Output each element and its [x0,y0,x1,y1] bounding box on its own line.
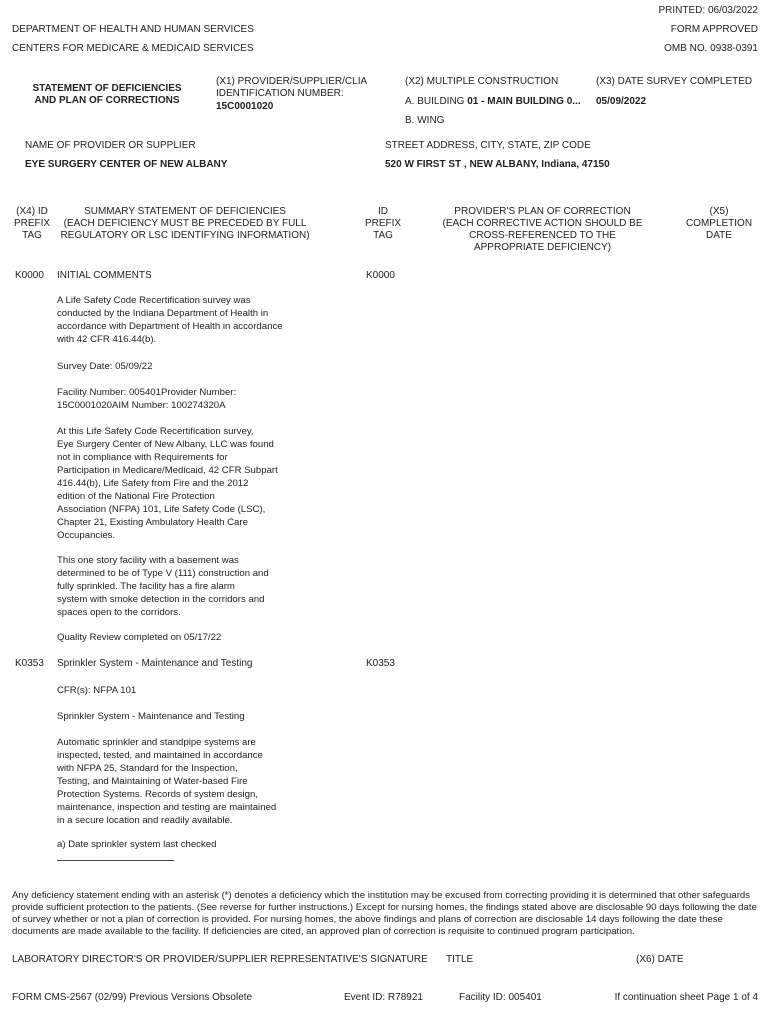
x4-header-line3: TAG [22,230,42,241]
plan-header-line2: (EACH CORRECTIVE ACTION SHOULD BE [442,218,643,229]
x5-header-line2: COMPLETION [685,218,753,229]
x2-building [405,96,581,108]
x5-header-line3: DATE [706,230,732,241]
x1-label-line2: IDENTIFICATION NUMBER: [216,88,344,99]
x2-building-label: A. BUILDING [405,96,465,107]
plan-header-line4: APPROPRIATE DEFICIENCY) [473,242,612,253]
facility-id: Facility ID: 005401 [459,992,542,1003]
summary-header-line2: (EACH DEFICIENCY MUST BE PRECEDED BY FULL [63,218,307,229]
continuation-sheet: If continuation sheet Page 1 of 4 [614,992,758,1003]
deficiency-paragraph: A Life Safety Code Recertification survey was conducted by the Indiana Department of Health in accordance with Department of Health in accordance with 42 CFR 416.44(b). [57,295,283,345]
date-label: (X6) DATE [636,954,684,965]
x4-header-line1: (X4) ID [16,206,48,217]
form-approved: FORM APPROVED [670,24,758,35]
id-header-line3: TAG [373,230,393,241]
deficiency-paragraph: This one story facility with a basement was determined to be of Type V (111) construction and fully sprinkled. The facility has a fire alarm system with smoke detection in the corridors and spaces open to the corridors. [57,555,269,618]
deficiency-paragraph: CFR(s): NFPA 101 [57,685,137,696]
deficiency-paragraph: Survey Date: 05/09/22 [57,361,153,372]
omb-number: OMB NO. 0938-0391 [664,43,758,54]
summary-header-line3: REGULATORY OR LSC IDENTIFYING INFORMATION) [60,230,310,241]
deficiency-paragraph: Sprinkler System - Maintenance and Testing [57,711,245,722]
department-name: DEPARTMENT OF HEALTH AND HUMAN SERVICES [12,24,254,35]
statement-title-line2: AND PLAN OF CORRECTIONS [34,95,180,106]
blank-answer-line [57,860,174,861]
deficiency-title: Sprinkler System - Maintenance and Testing [57,658,253,669]
event-id: Event ID: R78921 [344,992,423,1003]
deficiency-id-tag: K0353 [366,658,395,669]
printed-date: PRINTED: 06/03/2022 [658,5,758,16]
form-number: FORM CMS-2567 (02/99) Previous Versions Obsolete [12,992,253,1003]
deficiency-paragraph: a) Date sprinkler system last checked [57,839,217,850]
x1-value: 15C0001020 [216,101,274,112]
disclaimer-text: Any deficiency statement ending with an asterisk (*) denotes a deficiency which the institution may be excused from correcting providing it is determined that other safeguards provide sufficient protection to the patients. (See reverse for further instructions.) Except for nursing homes, the findings stated above are disclosable 90 days following the date of survey whether or not a plan of correction is provided. For nursing homes, the above findings and plans of correction are disclosable 14 days following the date these documents are made available to the facility. If deficiencies are cited, an approved plan of correction is requisite to continued program participation. [12,890,757,937]
deficiency-tag: K0353 [15,658,44,669]
x5-header-line1: (X5) [709,206,729,217]
x2-wing: B. WING [405,115,445,126]
provider-name-label: NAME OF PROVIDER OR SUPPLIER [25,140,196,151]
x1-label-line1: (X1) PROVIDER/SUPPLIER/CLIA [216,76,368,87]
id-header-line1: ID [378,206,388,217]
x3-value: 05/09/2022 [596,96,647,107]
title-label: TITLE [446,954,474,965]
x2-label: (X2) MULTIPLE CONSTRUCTION [405,76,559,87]
address-label: STREET ADDRESS, CITY, STATE, ZIP CODE [385,140,591,151]
signature-label: LABORATORY DIRECTOR'S OR PROVIDER/SUPPLIER REPRESENTATIVE'S SIGNATURE [12,954,428,965]
deficiency-paragraph: At this Life Safety Code Recertification survey, Eye Surgery Center of New Albany, LLC was found not in compliance with Requirements for Participation in Medicare/Medicaid, 42 CFR Subpart 416.44(b), Life Safety from Fire and the 2012 edition of the National Fire Protection Association (NFPA) 101, Life Safety Code (LSC), Chapter 21, Existing Ambulatory Health Care Occupancies. [57,426,278,541]
address-value: 520 W FIRST ST , NEW ALBANY, Indiana, 47150 [385,159,610,170]
deficiency-title: INITIAL COMMENTS [57,270,152,281]
x3-label: (X3) DATE SURVEY COMPLETED [596,76,753,87]
deficiency-paragraph: Facility Number: 005401Provider Number: 15C0001020AIM Number: 100274320A [57,387,237,411]
deficiency-id-tag: K0000 [366,270,395,281]
deficiency-tag: K0000 [15,270,44,281]
x4-header-line2: PREFIX [13,218,51,229]
statement-title-line1: STATEMENT OF DEFICIENCIES [32,83,182,94]
deficiency-paragraph: Automatic sprinkler and standpipe systems are inspected, tested, and maintained in accordance with NFPA 25, Standard for the Inspection, Testing, and Maintaining of Water-based Fire Protection Systems. Records of system design, maintenance, inspection and testing are maintained in a secure location and readily available. [57,737,277,826]
plan-header-line1: PROVIDER'S PLAN OF CORRECTION [454,206,631,217]
x2-building-value: 01 - MAIN BUILDING 0... [467,96,581,107]
plan-header-line3: CROSS-REFERENCED TO THE [469,230,616,241]
id-header-line2: PREFIX [364,218,402,229]
provider-name-value: EYE SURGERY CENTER OF NEW ALBANY [25,159,228,170]
summary-header-line1: SUMMARY STATEMENT OF DEFICIENCIES [84,206,286,217]
deficiency-paragraph: Quality Review completed on 05/17/22 [57,632,222,643]
centers-name: CENTERS FOR MEDICARE & MEDICAID SERVICES [12,43,254,54]
